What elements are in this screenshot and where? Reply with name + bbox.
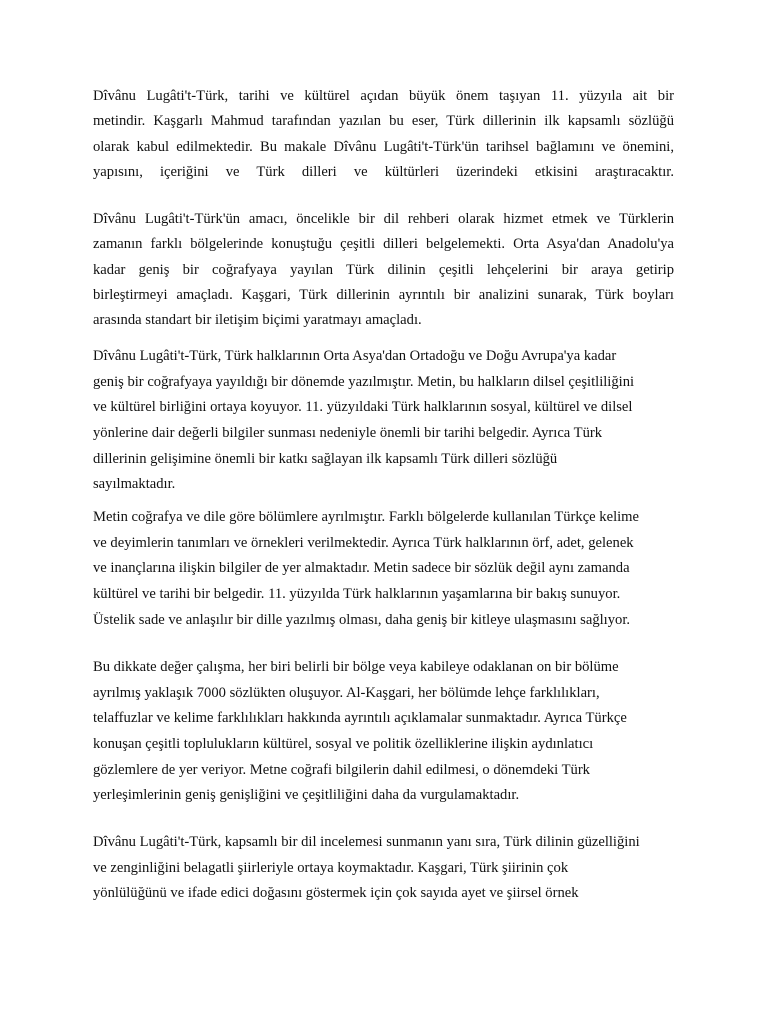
text-line: metindir. Kaşgarlı Mahmud tarafından yazılan bu eser, Türk dillerinin ilk kapsamlı sözlüğü: [93, 113, 674, 130]
text-line: Dîvânu Lugâti't-Türk, kapsamlı bir dil incelemesi sunmanın yanı sıra, Türk dilinin güzelliğini: [93, 834, 640, 850]
text-line: kadar geniş bir coğrafyaya yayılan Türk dilinin çeşitli lehçelerini bir araya getirip: [93, 261, 674, 278]
text-line: ve deyimlerin tanımları ve örnekleri verilmektedir. Ayrıca Türk halklarının örf, adet, gelenek: [93, 534, 634, 551]
text-line: ve inançlarına ilişkin bilgiler de yer almaktadır. Metin sadece bir sözlük değil aynı zamanda: [93, 560, 630, 577]
text-line: Bu dikkate değer çalışma, her biri belirli bir bölge veya kabileye odaklanan on bir bölüme: [93, 659, 619, 675]
paragraph-4: [93, 505, 674, 633]
text-line: ve kültürel birliğini ortaya koyuyor. 11. yüzyıldaki Türk halklarının sosyal, kültürel ve dilsel: [93, 399, 633, 416]
text-line: ayrılmış yaklaşık 7000 sözlükten oluşuyor. Al-Kaşgari, her bölümde lehçe farklılıkları,: [93, 684, 600, 701]
text-line: yönlülüğünü ve ifade edici doğasını göstermek için çok sayıda ayet ve şiirsel örnek: [93, 885, 579, 902]
text-line: konuşan çeşitli toplulukların kültürel, sosyal ve politik özelliklerine ilişkin aydınlatıcı: [93, 736, 594, 753]
text-line: Dîvânu Lugâti't-Türk, Türk halklarının Orta Asya'dan Ortadoğu ve Doğu Avrupa'ya kadar: [93, 348, 617, 364]
text-line: gözlemlere de yer veriyor. Metne coğrafi bilgilerin dahil edilmesi, o dönemdeki Türk: [93, 761, 590, 778]
paragraph-5: [93, 655, 674, 809]
text-line: kültürel ve tarihi bir belgedir. 11. yüzyılda Türk halklarının yaşamlarına bir bakış sunuyor.: [93, 586, 621, 603]
text-line: sayılmaktadır.: [93, 476, 176, 493]
text-line: arasında standart bir iletişim biçimi yaratmayı amaçladı.: [93, 312, 422, 329]
text-line: yönlerine dair değerli bilgiler sunması nedeniyle önemli bir tarihi belgedir. Ayrıca Türk: [93, 425, 603, 442]
text-line: Dîvânu Lugâti't-Türk'ün amacı, öncelikle bir dil rehberi olarak hizmet etmek ve Türklerin: [93, 211, 674, 227]
paragraph-3: [93, 344, 674, 498]
text-line: geniş bir coğrafyaya yayıldığı bir dönemde yazılmıştır. Metin, bu halkların dilsel çeşitliliğini: [93, 373, 635, 390]
text-line: dillerinin gelişimine önemli bir katkı sağlayan ilk kapsamlı Türk dilleri sözlüğü: [93, 450, 558, 467]
paragraph-2: [93, 207, 674, 333]
text-line: yerleşimlerinin geniş genişliğini ve çeşitliliğini daha da vurgulamaktadır.: [93, 787, 520, 804]
paragraph-1: [93, 84, 674, 185]
text-line: Dîvânu Lugâti't-Türk, tarihi ve kültürel açıdan büyük önem taşıyan 11. yüzyıla ait bir: [93, 88, 674, 104]
text-line: Metin coğrafya ve dile göre bölümlere ayrılmıştır. Farklı bölgelerde kullanılan Türkçe kelime: [93, 509, 640, 525]
text-line: yapısını, içeriğini ve Türk dilleri ve kültürleri üzerindeki etkisini araştıracaktır.: [93, 163, 674, 180]
text-line: telaffuzlar ve kelime farklılıkları hakkında ayrıntılı açıklamalar sunmaktadır. Ayrıca Türkçe: [93, 710, 627, 727]
paragraph-6: [93, 830, 674, 907]
text-line: ve zenginliğini belagatli şiirleriyle ortaya koymaktadır. Kaşgari, Türk şiirinin çok: [93, 859, 569, 876]
text-line: Üstelik sade ve anlaşılır bir dille yazılmış olması, daha geniş bir kitleye ulaşmasını sağlıyor.: [93, 611, 631, 628]
text-line: olarak kabul edilmektedir. Bu makale Dîvânu Lugâti't-Türk'ün tarihsel bağlamını ve önemini,: [93, 138, 674, 155]
text-line: zamanın farklı bölgelerinde konuştuğu çeşitli dilleri belgelemekti. Orta Asya'dan Anadolu'ya: [93, 236, 674, 253]
text-line: birleştirmeyi amaçladı. Kaşgari, Türk dillerinin ayrıntılı bir analizini sunarak, Türk boyları: [93, 286, 674, 303]
